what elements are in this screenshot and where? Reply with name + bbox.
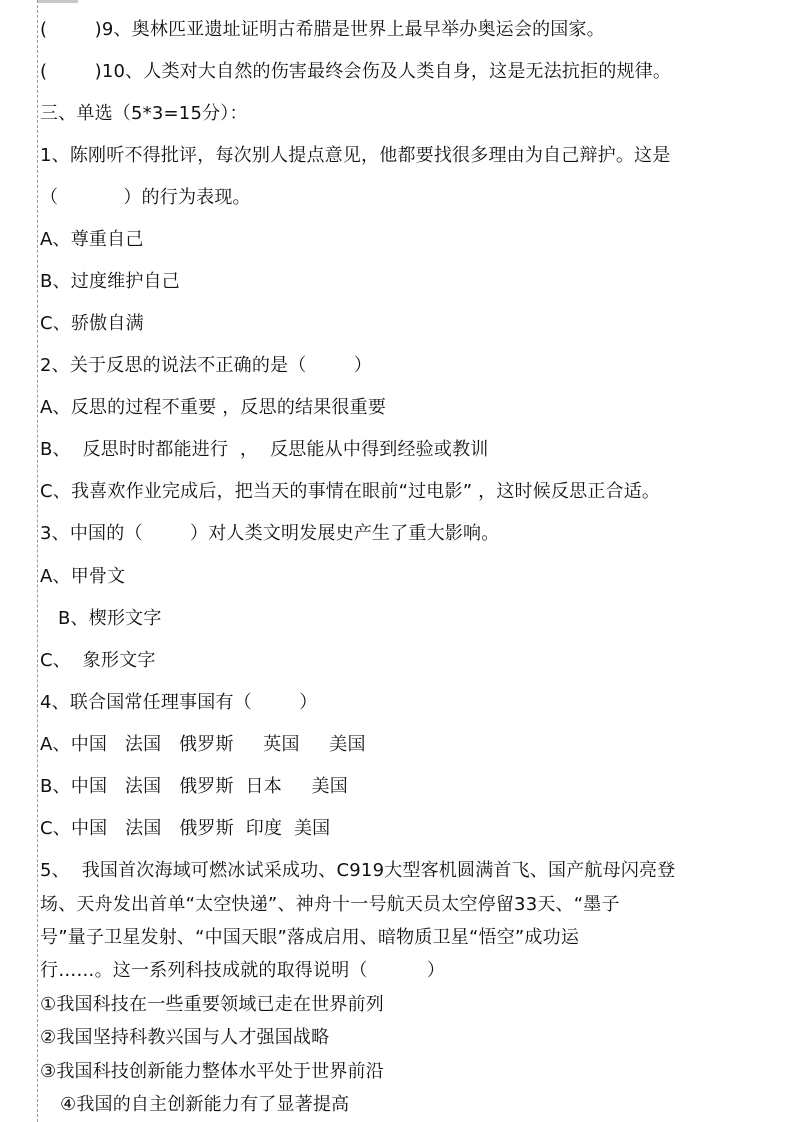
question-1-stem-continued: （ ）的行为表现。: [40, 187, 251, 208]
true-false-item-9: ( )9、奥林匹亚遗址证明古希腊是世界上最早举办奥运会的国家。: [40, 19, 605, 40]
question-2-option-a: A、反思的过程不重要 ，反思的结果很重要: [40, 397, 387, 418]
question-2-stem: 2、关于反思的说法不正确的是（ ）: [40, 355, 373, 376]
question-2-option-b: B、 反思时时都能进行 ， 反思能从中得到经验或教训: [40, 439, 489, 460]
question-1-stem: 1、陈刚听不得批评，每次别人提点意见，他都要找很多理由为自己辩护。这是: [40, 145, 671, 166]
question-4-stem: 4、联合国常任理事国有（ ）: [40, 692, 318, 713]
question-5-stem-line-3: 号”量子卫星发射、“中国天眼”落成启用、暗物质卫星“悟空”成功运: [40, 927, 580, 948]
question-4-option-b: B、中国 法国 俄罗斯 日本 美国: [40, 776, 348, 797]
section-heading-single-choice: 三、单选（5*3=15分）：: [40, 103, 248, 124]
left-margin-guide: [37, 0, 38, 1122]
question-5-statement-1: ①我国科技在一些重要领域已走在世界前列: [40, 994, 384, 1015]
question-3-option-a: A、甲骨文: [40, 566, 126, 587]
question-5-stem-line-1: 5、 我国首次海域可燃冰试采成功、C919大型客机圆满首飞、国产航母闪亮登: [40, 860, 676, 881]
question-3-option-c: C、 象形文字: [40, 650, 156, 671]
question-5-stem-line-4: 行……。这一系列科技成就的取得说明（ ）: [40, 960, 446, 981]
question-5-stem-line-2: 场、天舟发出首单“太空快递”、神舟十一号航天员太空停留33天、“墨子: [40, 894, 620, 915]
question-5-statement-2: ②我国坚持科教兴国与人才强国战略: [40, 1027, 330, 1048]
top-rule: [38, 0, 78, 3]
question-1-option-c: C、骄傲自满: [40, 313, 144, 334]
question-5-statement-3: ③我国科技创新能力整体水平处于世界前沿: [40, 1061, 384, 1082]
question-3-stem: 3、中国的（ ）对人类文明发展史产生了重大影响。: [40, 523, 500, 544]
question-5-statement-4: ④我国的自主创新能力有了显著提高: [60, 1094, 350, 1115]
question-4-option-c: C、中国 法国 俄罗斯 印度 美国: [40, 818, 331, 839]
question-1-option-a: A、尊重自己: [40, 229, 144, 250]
true-false-item-10: ( )10、人类对大自然的伤害最终会伤及人类自身，这是无法抗拒的规律。: [40, 61, 672, 82]
question-1-option-b: B、过度维护自己: [40, 271, 180, 292]
question-2-option-c: C、我喜欢作业完成后，把当天的事情在眼前“过电影” ，这时候反思正合适。: [40, 481, 661, 502]
question-3-option-b: B、楔形文字: [58, 608, 162, 629]
question-4-option-a: A、中国 法国 俄罗斯 英国 美国: [40, 734, 366, 755]
